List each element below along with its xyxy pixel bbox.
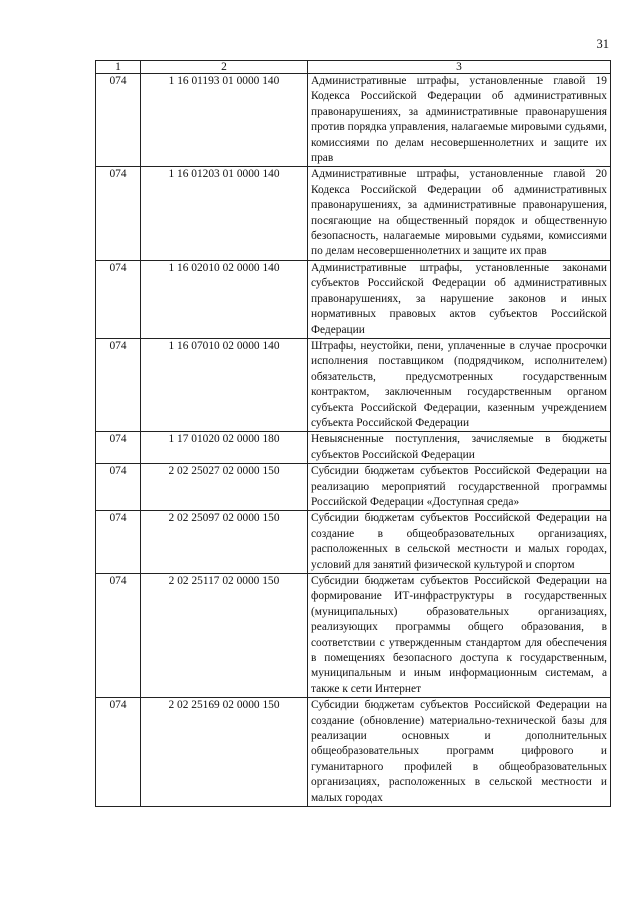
revenue-name-cell: Штрафы, неустойки, пени, уплаченные в случае просрочки исполнения поставщиком (подрядчиком, исполнителем) обязательств, предусмотренных государственным контрактом, заключенным государственным органом субъекта Российской Федерации, казенным учреждением субъекта Российской Федерации — [308, 338, 611, 431]
revenue-code-cell: 2 02 25169 02 0000 150 — [141, 698, 308, 807]
table-header — [96, 61, 611, 74]
admin-code-cell: 074 — [96, 432, 141, 464]
table-row — [96, 338, 611, 431]
table-row — [96, 260, 611, 338]
admin-code-cell: 074 — [96, 698, 141, 807]
revenue-code-cell: 2 02 25117 02 0000 150 — [141, 574, 308, 698]
header-row — [96, 61, 611, 74]
page-number: 31 — [596, 37, 609, 51]
table-row — [96, 511, 611, 574]
revenue-name-cell: Административные штрафы, установленные главой 20 Кодекса Российской Федерации об административных правонарушениях, за административные правонарушения, посягающие на общественный порядок и общественную безопасность, налагаемые мировыми судьями, комиссиями по делам несовершеннолетних и защите их прав — [308, 167, 611, 260]
table-body — [96, 74, 611, 807]
admin-code-cell: 074 — [96, 338, 141, 431]
admin-code-cell: 074 — [96, 74, 141, 167]
column-header-3: 3 — [308, 61, 611, 74]
revenue-name-cell: Субсидии бюджетам субъектов Российской Федерации на создание в общеобразовательных организациях, расположенных в сельской местности и малых городах, условий для занятий физической культурой и спортом — [308, 511, 611, 574]
table-row — [96, 698, 611, 807]
table-row — [96, 167, 611, 260]
table-row — [96, 464, 611, 511]
admin-code-cell: 074 — [96, 167, 141, 260]
revenue-code-cell: 1 17 01020 02 0000 180 — [141, 432, 308, 464]
table-row — [96, 574, 611, 698]
column-header-1: 1 — [96, 61, 141, 74]
revenue-codes-table — [95, 60, 611, 807]
revenue-code-cell: 1 16 02010 02 0000 140 — [141, 260, 308, 338]
admin-code-cell: 074 — [96, 464, 141, 511]
revenue-name-cell: Субсидии бюджетам субъектов Российской Федерации на формирование ИТ-инфраструктуры в государственных (муниципальных) образовательных организациях, реализующих программы общего образования, в соответствии с утвержденным стандартом для обеспечения в помещениях безопасного доступа к государственным, муниципальным и иным информационным системам, а также к сети Интернет — [308, 574, 611, 698]
table-row — [96, 74, 611, 167]
revenue-code-cell: 2 02 25097 02 0000 150 — [141, 511, 308, 574]
revenue-code-cell: 2 02 25027 02 0000 150 — [141, 464, 308, 511]
revenue-code-cell: 1 16 01203 01 0000 140 — [141, 167, 308, 260]
revenue-name-cell: Административные штрафы, установленные законами субъектов Российской Федерации об административных правонарушениях, за нарушение законов и иных нормативных правовых актов субъектов Российской Федерации — [308, 260, 611, 338]
revenue-code-cell: 1 16 07010 02 0000 140 — [141, 338, 308, 431]
revenue-name-cell: Субсидии бюджетам субъектов Российской Федерации на реализацию мероприятий государственной программы Российской Федерации «Доступная среда» — [308, 464, 611, 511]
table-row — [96, 432, 611, 464]
revenue-name-cell: Невыясненные поступления, зачисляемые в бюджеты субъектов Российской Федерации — [308, 432, 611, 464]
column-header-2: 2 — [141, 61, 308, 74]
admin-code-cell: 074 — [96, 511, 141, 574]
admin-code-cell: 074 — [96, 574, 141, 698]
revenue-name-cell: Субсидии бюджетам субъектов Российской Федерации на создание (обновление) материально-технической базы для реализации основных и дополнительных общеобразовательных программ цифрового и гуманитарного профилей в общеобразовательных организациях, расположенных в сельской местности и малых городах — [308, 698, 611, 807]
revenue-code-cell: 1 16 01193 01 0000 140 — [141, 74, 308, 167]
revenue-name-cell: Административные штрафы, установленные главой 19 Кодекса Российской Федерации об административных правонарушениях, за административные правонарушения против порядка управления, налагаемые мировыми судьями, комиссиями по делам несовершеннолетних и защите их прав — [308, 74, 611, 167]
admin-code-cell: 074 — [96, 260, 141, 338]
